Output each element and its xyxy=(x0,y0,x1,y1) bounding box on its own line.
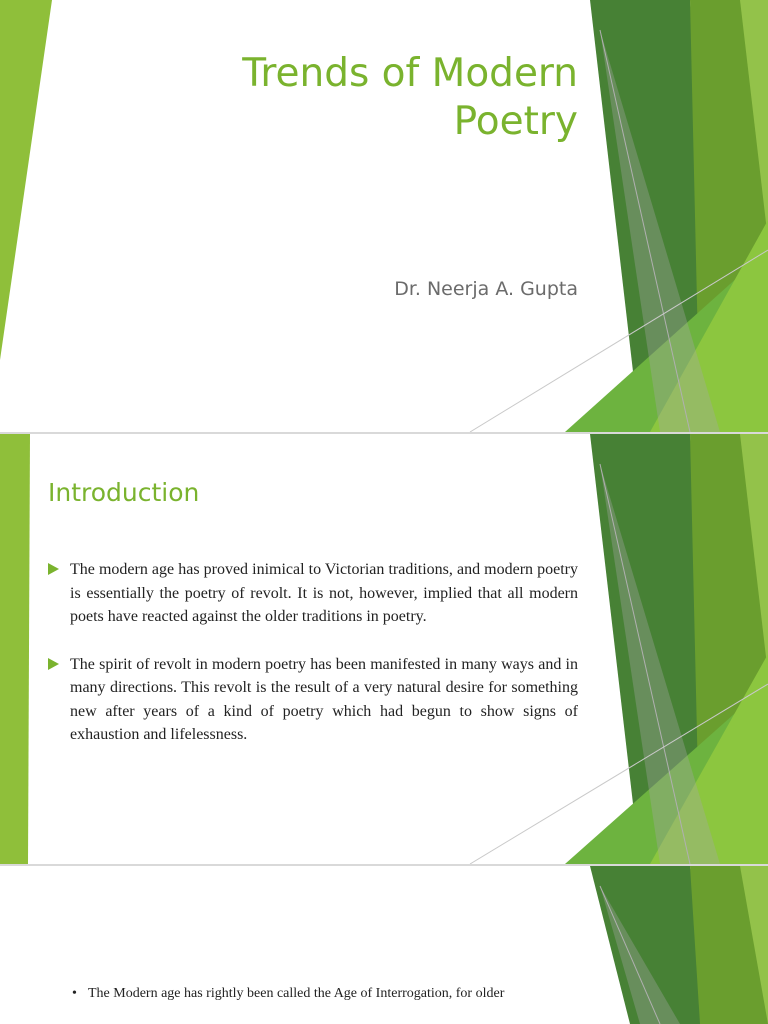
arrow-bullet-icon xyxy=(48,563,59,575)
title-slide xyxy=(0,0,768,432)
section-heading: Introduction xyxy=(48,478,200,507)
list-item xyxy=(46,558,578,629)
bullet-text: The modern age has proved inimical to Victorian traditions, and modern poetry is essentially the poetry of revolt. It is not, however, implied that all modern poets have reacted against the older traditions in poetry. xyxy=(70,561,578,625)
author-name: Dr. Neerja A. Gupta xyxy=(394,278,578,300)
bullet-text: The Modern age has rightly been called the Age of Interrogation, for older xyxy=(88,986,505,1001)
arrow-bullet-icon xyxy=(48,658,59,670)
title-line-1: Trends of Modern xyxy=(242,51,578,96)
presentation-title xyxy=(158,50,578,146)
bullet-list xyxy=(46,558,578,771)
interrogation-slide xyxy=(0,866,768,1024)
title-line-2: Poetry xyxy=(453,99,578,144)
dot-bullet-icon: • xyxy=(72,986,77,1001)
bullet-text: The spirit of revolt in modern poetry has been manifested in many ways and in many directions. This revolt is the result of a very natural desire for something new after years of a kind of poetry which had begun to show signs of exhaustion and lifelessness. xyxy=(70,655,578,743)
introduction-slide xyxy=(0,434,768,864)
list-item xyxy=(46,653,578,747)
list-item xyxy=(72,986,592,1002)
